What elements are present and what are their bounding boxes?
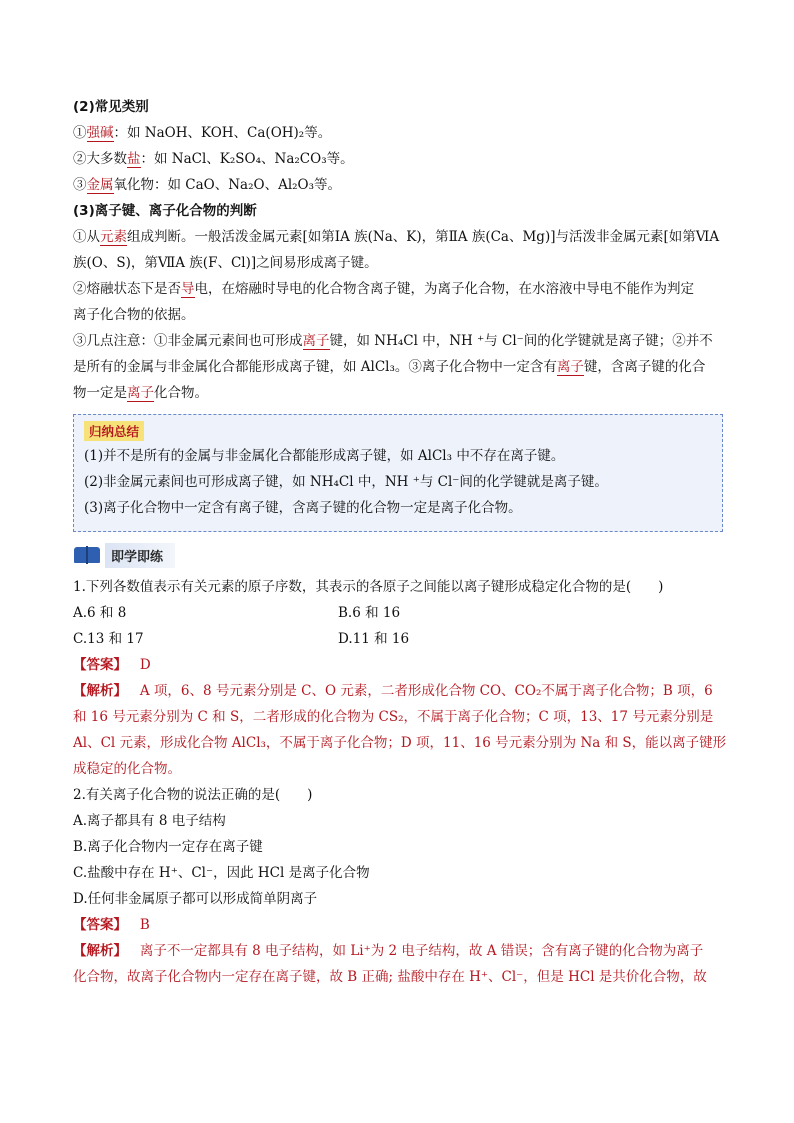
section-2-item-1 xyxy=(73,120,723,146)
text: 键，如 NH₄Cl 中，NH ⁺与 Cl⁻间的化学键就是离子键；②并不 xyxy=(329,333,713,349)
text: 是所有的金属与非金属化合都能形成离子键，如 AlCl₃。③离子化合物中一定含有 xyxy=(73,359,557,375)
text: ①从 xyxy=(73,229,100,245)
summary-item-3: (3)离子化合物中一定含有离子键，含离子键的化合物一定是离子化合物。 xyxy=(84,500,522,516)
question-1-explanation-line-1 xyxy=(73,678,723,704)
text: 化合物。 xyxy=(154,385,208,401)
section-3-para-2-line-2: 离子化合物的依据。 xyxy=(73,307,195,323)
text: 组成判断。一般活泼金属元素[如第ⅠA 族(Na、K)，第ⅡA 族(Ca、Mg)]与活泼非金属元素[如第ⅥA xyxy=(127,229,720,245)
option-b: B.6 和 16 xyxy=(338,605,401,621)
item-prefix: ②大多数 xyxy=(73,151,127,167)
question-1-explanation-line-2: 和 16 号元素分别为 C 和 S，二者形成的化合物为 CS₂，不属于离子化合物；C 项，13、17 号元素分别是 xyxy=(73,709,714,725)
text: 电，在熔融时导电的化合物含离子键，为离子化合物，在水溶液中导电不能作为判定 xyxy=(194,281,694,297)
option-d: D.11 和 16 xyxy=(338,631,410,647)
option-a: A.离子都具有 8 电子结构 xyxy=(73,813,226,829)
answer-value: D xyxy=(139,657,151,673)
answer-tag: 【答案】 xyxy=(73,917,127,933)
question-1-options-row-1 xyxy=(73,600,723,626)
book-icon xyxy=(73,545,101,565)
question-1-options-row-2 xyxy=(73,626,723,652)
explanation-tag: 【解析】 xyxy=(73,683,127,699)
practice-label: 即学即练 xyxy=(105,543,175,568)
section-3-para-3-line-1 xyxy=(73,328,723,354)
item-text: 氧化物：如 CaO、Na₂O、Al₂O₃等。 xyxy=(113,177,342,193)
question-1-explanation-line-4: 成稳定的化合物。 xyxy=(73,761,181,777)
text: ③几点注意：①非金属元素间也可形成 xyxy=(73,333,303,349)
question-2-explanation-line-2: 化合物，故离子化合物内一定存在离子键，故 B 正确; 盐酸中存在 H⁺、Cl⁻，但是 HCl 是共价化合物，故 xyxy=(73,969,707,985)
document-content xyxy=(73,94,727,990)
option-b: B.离子化合物内一定存在离子键 xyxy=(73,839,263,855)
option-a: A.6 和 8 xyxy=(73,605,127,621)
option-c: C.13 和 17 xyxy=(73,631,144,647)
summary-item-1: (1)并不是所有的金属与非金属化合都能形成离子键，如 AlCl₃ 中不存在离子键。 xyxy=(84,448,565,464)
summary-item-2: (2)非金属元素间也可形成离子键，如 NH₄Cl 中，NH ⁺与 Cl⁻间的化学键就是离子键。 xyxy=(84,474,608,490)
summary-box xyxy=(73,414,723,532)
underlined-keyword: 离子 xyxy=(302,333,330,349)
underlined-keyword: 元素 xyxy=(100,229,127,245)
practice-header xyxy=(73,542,723,568)
underlined-keyword: 金属 xyxy=(86,177,114,193)
item-text: ：如 NaOH、KOH、Ca(OH)₂等。 xyxy=(113,125,332,141)
text: 键，含离子键的化合 xyxy=(583,359,706,375)
section-3-title: (3)离子键、离子化合物的判断 xyxy=(73,203,257,219)
summary-title: 归纳总结 xyxy=(84,421,144,441)
underlined-keyword: 离子 xyxy=(127,385,154,401)
item-text: ：如 NaCl、K₂SO₄、Na₂CO₃等。 xyxy=(140,151,354,167)
section-3-para-2-line-1 xyxy=(73,276,723,302)
underlined-keyword: 导 xyxy=(181,281,195,297)
answer-tag: 【答案】 xyxy=(73,657,127,673)
section-2-item-3 xyxy=(73,172,723,198)
item-prefix: ① xyxy=(73,125,87,141)
section-2-item-2 xyxy=(73,146,723,172)
underlined-keyword: 盐 xyxy=(127,151,141,167)
question-1-stem: 1.下列各数值表示有关元素的原子序数，其表示的各原子之间能以离子键形成稳定化合物的是( ) xyxy=(73,579,664,595)
underlined-keyword: 强碱 xyxy=(86,125,114,141)
section-3-para-1-line-1 xyxy=(73,224,723,250)
explanation-text: 离子不一定都具有 8 电子结构，如 Li⁺为 2 电子结构，故 A 错误；含有离子键的化合物为离子 xyxy=(139,943,704,959)
explanation-text: A 项，6、8 号元素分别是 C、O 元素，二者形成化合物 CO、CO₂不属于离子化合物；B 项，6 xyxy=(139,683,713,699)
option-c: C.盐酸中存在 H⁺、Cl⁻，因此 HCl 是离子化合物 xyxy=(73,865,370,881)
question-2-answer xyxy=(73,912,723,938)
question-2-explanation-line-1 xyxy=(73,938,723,964)
option-d: D.任何非金属原子都可以形成简单阴离子 xyxy=(73,891,318,907)
explanation-tag: 【解析】 xyxy=(73,943,127,959)
question-2-stem: 2.有关离子化合物的说法正确的是( ) xyxy=(73,787,313,803)
text: 物一定是 xyxy=(73,385,127,401)
question-1-explanation-line-3: Al、Cl 元素，形成化合物 AlCl₃，不属于离子化合物；D 项，11、16 号元素分别为 Na 和 S，能以离子键形 xyxy=(73,735,727,751)
question-1-answer xyxy=(73,652,723,678)
section-2-title: (2)常见类别 xyxy=(73,99,149,115)
section-3-para-1-line-2: 族(O、S)，第ⅦA 族(F、Cl)]之间易形成离子键。 xyxy=(73,255,378,271)
answer-value: B xyxy=(139,917,150,933)
item-prefix: ③ xyxy=(73,177,87,193)
text: ②熔融状态下是否 xyxy=(73,281,181,297)
section-3-para-3-line-2 xyxy=(73,354,723,380)
underlined-keyword: 离子 xyxy=(556,359,584,375)
section-3-para-3-line-3 xyxy=(73,380,723,406)
